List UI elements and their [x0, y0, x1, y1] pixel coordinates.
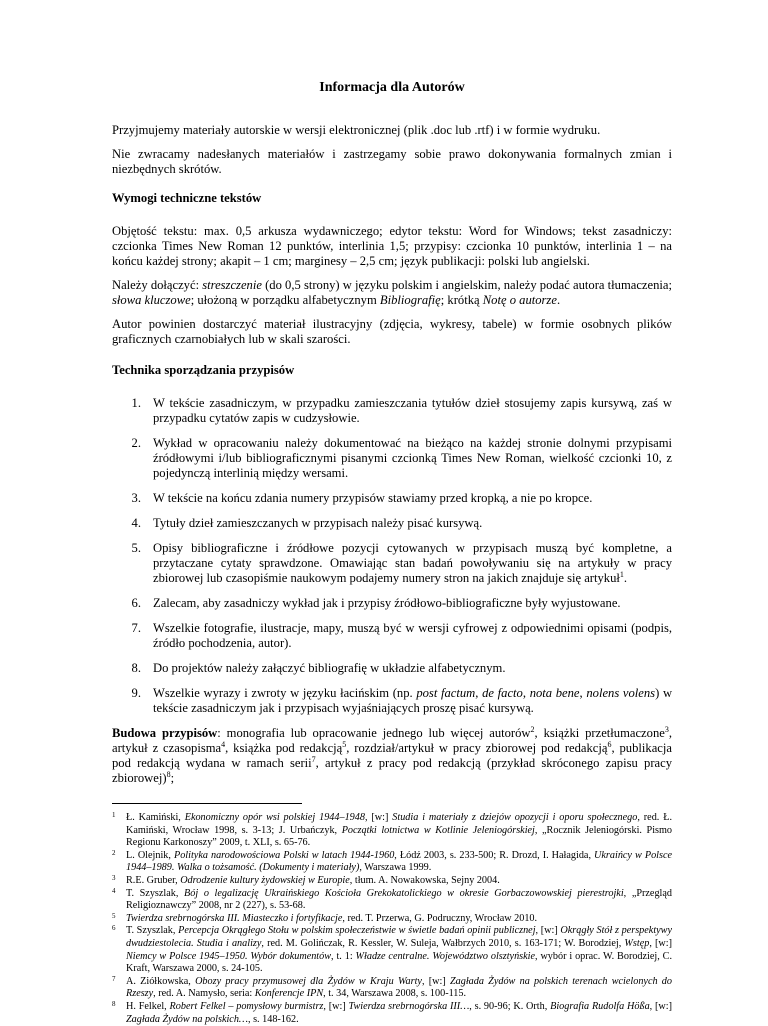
- rules-list: [112, 396, 672, 716]
- footnote: 3 R.E. Gruber, Odrodzenie kultury żydowskiej w Europie, tłum. A. Nowakowska, Sejny 2004.: [112, 873, 500, 886]
- list-item: 8. Do projektów należy załączyć bibliografię w układzie alfabetycznym.: [131, 661, 506, 675]
- list-item: 6. Zalecam, aby zasadniczy wykład jak i przypisy źródłowo-bibliograficzne były wyjustowane.: [131, 596, 621, 610]
- list-item: 5. Opisy bibliograficzne i źródłowe pozycji cytowanych w przypisach muszą być kompletne, a przytaczane cytaty sprawdzone. Omawiając stan badań powoływaniu się na artykuły w pracy zbiorowej lub czasopiśmie naukowym podajemy numery stron na jakich znajduje się artykuł$^1$.: [131, 541, 672, 585]
- footnote: 5 Twierdza srebrnogórska III. Miasteczko i fortyfikacje, red. T. Przerwa, G. Podruczny, Wrocław 2010.: [112, 911, 538, 924]
- footnote: 6 T. Szyszlak, Percepcja Okrągłego Stołu w polskim społeczeństwie w świetle badań opinii publicznej, [w:] Okrągły Stół z perspektywy dwudziestolecia. Studia i analizy, red. M. Golińczak, R. Kessler, W. Suleja, Wałbrzych 2010, s. 163-171; W. Borodziej, Wstęp, [w:] Niemcy w Polsce 1945–1950. Wybór dokumentów, t. 1: Władze centralne. Województwo olsztyńskie, wybór i oprac. W. Borodziej, C. Kraft, Warszawa 2000, s. 24-105.: [112, 924, 673, 975]
- list-item: 3. W tekście na końcu zdania numery przypisów stawiamy przed kropką, a nie po kropce.: [131, 491, 593, 505]
- tech-paragraph: Autor powinien dostarczyć materiał ilustracyjny (zdjęcia, wykresy, tabele) w formie osobnych plików graficznych czarnobiałych lub w skali szarości.: [112, 317, 672, 346]
- footnote: 2 L. Olejnik, Polityka narodowościowa Polski w latach 1944-1960, Łódź 2003, s. 233-500; R. Drozd, I. Hałagida, Ukraińcy w Polsce 1944–1989. Walka o tożsamość. (Dokumenty i materiały), Warszawa 1999.: [112, 848, 673, 874]
- footnote: 7 A. Ziółkowska, Obozy pracy przymusowej dla Żydów w Kraju Warty, [w:] Zagłada Żydów na polskich terenach wcielonych do Rzeszy, red. A. Namysło, seria: Konferencje IPN, t. 34, Warszawa 2008, s. 100-115.: [112, 974, 672, 1000]
- document-page: [112, 80, 672, 1026]
- footnote-divider: [112, 803, 302, 804]
- list-item: 7. Wszelkie fotografie, ilustracje, mapy, muszą być w wersji cyfrowej z odpowiednimi opisami (podpis, źródło pochodzenia, autor).: [131, 621, 672, 650]
- footnote: 8 H. Felkel, Robert Felkel – pomysłowy burmistrz, [w:] Twierdza srebrnogórska III…, s. 90-96; K. Orth, Biografia Rudolfa Hößa, [w:] Zagłada Żydów na polskich…, s. 148-162.: [112, 999, 673, 1025]
- section-heading: Technika sporządzania przypisów: [112, 363, 295, 377]
- footnote: 4 T. Szyszlak, Bój o legalizację Ukraińskiego Kościoła Grekokatolickiego w okresie Gorbaczowowskiej pierestrojki, „Przegląd Religioznawczy” 2008, nr 2 (227), s. 53-68.: [112, 886, 672, 912]
- tech-paragraph: Objętość tekstu: max. 0,5 arkusza wydawniczego; edytor tekstu: Word for Windows; tekst zasadniczy: czcionka Times New Roman 12 punktów, interlinia 1,5; przypisy: czcionka 10 punktów, interlinia 1 – na końcu każdej strony; akapit – 1 cm; marginesy – 2,5 cm; język publikacji: polski lub angielski.: [112, 224, 672, 268]
- budowa-paragraph: Budowa przypisów: monografia lub opracowanie jednego lub więcej autorów$^2$, książki przetłumaczone$^3$, artykuł z czasopisma$^4$, książka pod redakcją$^5$, rozdział/artykuł w pracy zbiorowej pod redakcją$^6$, publikacja pod redakcją wydana w ramach serii$^7$, artykuł z pracy pod redakcją (przykład skróconego zapisu pracy zbiorowej)$^8$;: [112, 725, 672, 785]
- section-heading: Wymogi techniczne tekstów: [112, 191, 262, 205]
- footnote: 1 Ł. Kamiński, Ekonomiczny opór wsi polskiej 1944–1948, [w:] Studia i materiały z dziejów opozycji i oporu społecznego, red. Ł. Kamiński, Wrocław 1998, s. 3-13; J. Urbańczyk, Początki lotnictwa w Kotlinie Jeleniogórskiej, „Rocznik Jeleniogórski. Pismo Regionu Karkonoszy” 2009, t. XLI, s. 65-76.: [112, 811, 673, 849]
- tech-paragraph: Należy dołączyć: streszczenie (do 0,5 strony) w języku polskim i angielskim, należy podać autora tłumaczenia; słowa kluczowe; ułożoną w porządku alfabetycznym Bibliografię; krótką Notę o autorze.: [112, 278, 672, 307]
- list-item: 4. Tytuły dzieł zamieszczanych w przypisach należy pisać kursywą.: [131, 516, 483, 530]
- intro-paragraph: Przyjmujemy materiały autorskie w wersji elektronicznej (plik .doc lub .rtf) i w formie wydruku.: [112, 123, 601, 137]
- page-title: Informacja dla Autorów: [319, 80, 465, 95]
- list-item: 1. W tekście zasadniczym, w przypadku zamieszczania tytułów dzieł stosujemy zapis kursywą, zaś w przypadku cytatów zapis w cudzysłowie.: [131, 396, 672, 425]
- intro-paragraph: Nie zwracamy nadesłanych materiałów i zastrzegamy sobie prawo dokonywania formalnych zmian i niezbędnych skrótów.: [112, 147, 672, 176]
- list-item: 9. Wszelkie wyrazy i zwroty w języku łacińskim (np. post factum, de facto, nota bene, nolens volens) w tekście zasadniczym jak i przypisach wyjaśniających proszę pisać kursywą.: [131, 686, 673, 715]
- list-item: 2. Wykład w opracowaniu należy dokumentować na bieżąco na każdej stronie dolnymi przypisami źródłowymi i/lub bibliograficznymi pisanymi czcionką Times New Roman, wielkość czcionki 10, z pojedynczą interlinią między wersami.: [131, 436, 672, 480]
